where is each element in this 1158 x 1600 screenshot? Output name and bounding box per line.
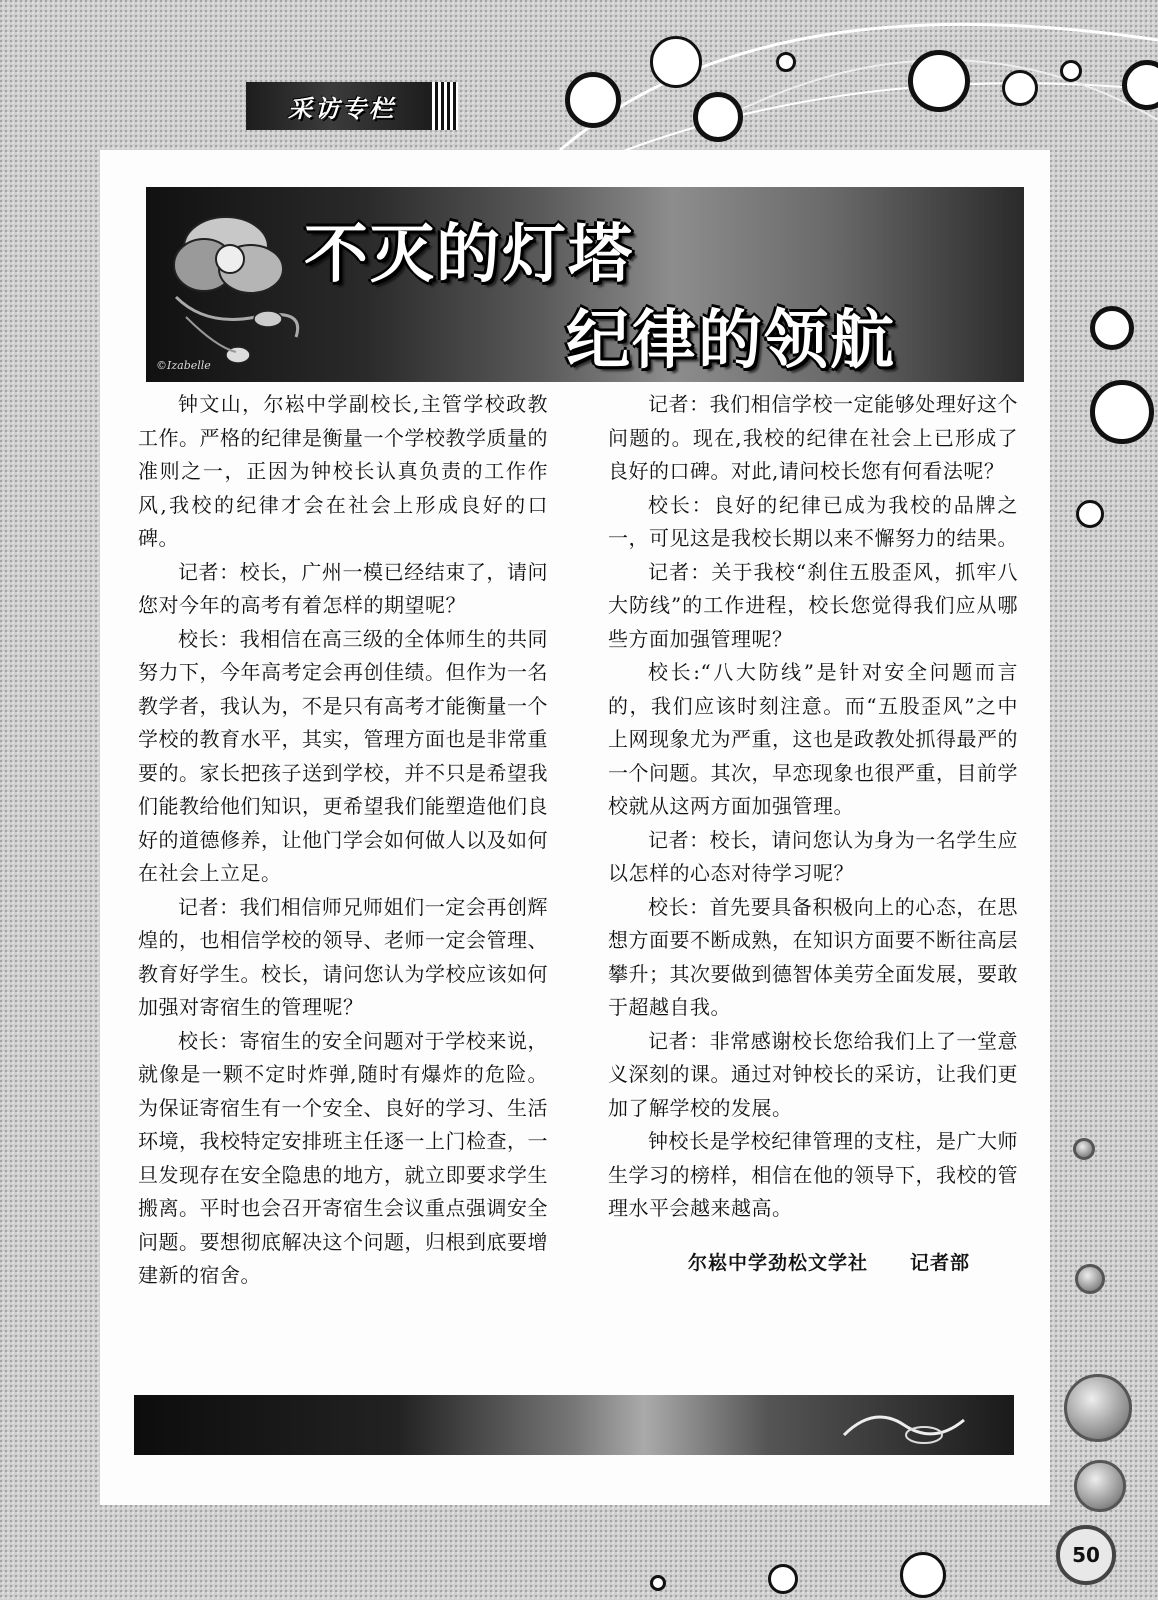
credit-department: 记者部 xyxy=(909,1251,970,1274)
artist-signature: ©Izabelle xyxy=(156,359,211,372)
section-tag-label: 采访专栏 xyxy=(288,94,396,123)
decorative-ring-icon xyxy=(650,36,702,88)
decorative-sphere-icon xyxy=(1073,1138,1095,1160)
decorative-ring-icon xyxy=(1076,500,1104,528)
title-line-1: 不灭的灯塔 xyxy=(304,218,634,292)
decorative-sphere-icon xyxy=(1074,1460,1126,1512)
footer-banner xyxy=(134,1395,1014,1455)
paragraph: 记者：我们相信师兄师姐们一定会再创辉煌的，也相信学校的领导、老师一定会管理、教育好学生。校长，请问您认为学校应该如何加强对寄宿生的管理呢？ xyxy=(138,894,548,1019)
decorative-ring-icon xyxy=(1060,60,1082,82)
title-line-2: 纪律的领航 xyxy=(566,304,896,378)
article-right-column xyxy=(608,388,1018,1388)
decorative-ring-icon xyxy=(900,1552,946,1598)
decorative-ring-icon xyxy=(693,92,743,142)
decorative-ring-icon xyxy=(1090,380,1154,444)
paragraph: 记者：关于我校“刹住五股歪风，抓牢八大防线”的工作进程，校长您觉得我们应从哪些方面加强管理呢？ xyxy=(608,559,1018,651)
paragraph: 钟文山，尔崧中学副校长,主管学校政教工作。严格的纪律是衡量一个学校教学质量的准则之一，正因为钟校长认真负责的工作作风,我校的纪律才会在社会上形成良好的口碑。 xyxy=(138,392,548,550)
paragraph: 记者：校长，广州一模已经结束了，请问您对今年的高考有着怎样的期望呢？ xyxy=(138,559,548,617)
section-tag xyxy=(246,82,458,130)
decorative-ring-icon xyxy=(1002,70,1038,106)
article-credit xyxy=(608,1248,1018,1275)
paragraph: 记者：校长，请问您认为身为一名学生应以怎样的心态对待学习呢？ xyxy=(608,827,1018,885)
decorative-sphere-icon xyxy=(1064,1374,1132,1442)
flower-icon xyxy=(146,187,316,382)
decorative-ring-icon xyxy=(1122,60,1158,110)
article-left-column xyxy=(138,388,548,1388)
decorative-ring-icon xyxy=(768,1564,798,1594)
decorative-ring-icon xyxy=(776,52,796,72)
paragraph: 记者：我们相信学校一定能够处理好这个问题的。现在,我校的纪律在社会上已形成了良好的口碑。对此,请问校长您有何看法呢？ xyxy=(608,392,1018,483)
decorative-sphere-icon xyxy=(1075,1264,1105,1294)
page-number: 50 xyxy=(1072,1543,1100,1567)
decorative-ring-icon xyxy=(650,1575,666,1591)
paragraph: 校长：我相信在高三级的全体师生的共同努力下，今年高考定会再创佳绩。但作为一名教学者，我认为，不是只有高考才能衡量一个学校的教育水平，其实，管理方面也是非常重要的。家长把孩子送到学校，并不只是希望我们能教给他们知识，更希望我们能塑造他们良好的道德修养，让他门学会如何做人以及如何在社会上立足。 xyxy=(138,626,548,885)
paragraph: 校长：良好的纪律已成为我校的品牌之一，可见这是我校长期以来不懈努力的结果。 xyxy=(608,492,1018,550)
decorative-ring-icon xyxy=(1090,306,1134,350)
title-banner xyxy=(146,187,1024,382)
paragraph: 记者：非常感谢校长您给我们上了一堂意义深刻的课。通过对钟校长的采访，让我们更加了解学校的发展。 xyxy=(608,1028,1018,1120)
decorative-ring-icon xyxy=(565,72,621,128)
paragraph: 校长：首先要具备积极向上的心态，在思想方面要不断成熟，在知识方面要不断往高层攀升；其次要做到德智体美劳全面发展，要敢于超越自我。 xyxy=(608,894,1018,1019)
decorative-ring-icon xyxy=(908,50,970,112)
article-body xyxy=(138,388,1018,1388)
credit-organization: 尔崧中学劲松文学社 xyxy=(687,1251,868,1274)
page-number-badge xyxy=(1056,1525,1116,1585)
paragraph: 钟校长是学校纪律管理的支柱，是广大师生学习的榜样，相信在他的领导下，我校的管理水平会越来越高。 xyxy=(608,1129,1018,1220)
swirl-icon xyxy=(834,1395,974,1455)
paragraph: 校长：寄宿生的安全问题对于学校来说，就像是一颗不定时炸弹,随时有爆炸的危险。为保证寄宿生有一个安全、良好的学习、生活环境，我校特定安排班主任逐一上门检查，一旦发现存在安全隐患的地方，就立即要求学生搬离。平时也会召开寄宿生会议重点强调安全问题。要想彻底解决这个问题，归根到底要增建新的宿舍。 xyxy=(138,1028,548,1287)
paragraph: 校长:“八大防线”是针对安全问题而言的，我们应该时刻注意。而“五股歪风”之中上网现象尤为严重，这也是政教处抓得最严的一个问题。其次，早恋现象也很严重，目前学校就从这两方面加强管理。 xyxy=(608,660,1018,818)
